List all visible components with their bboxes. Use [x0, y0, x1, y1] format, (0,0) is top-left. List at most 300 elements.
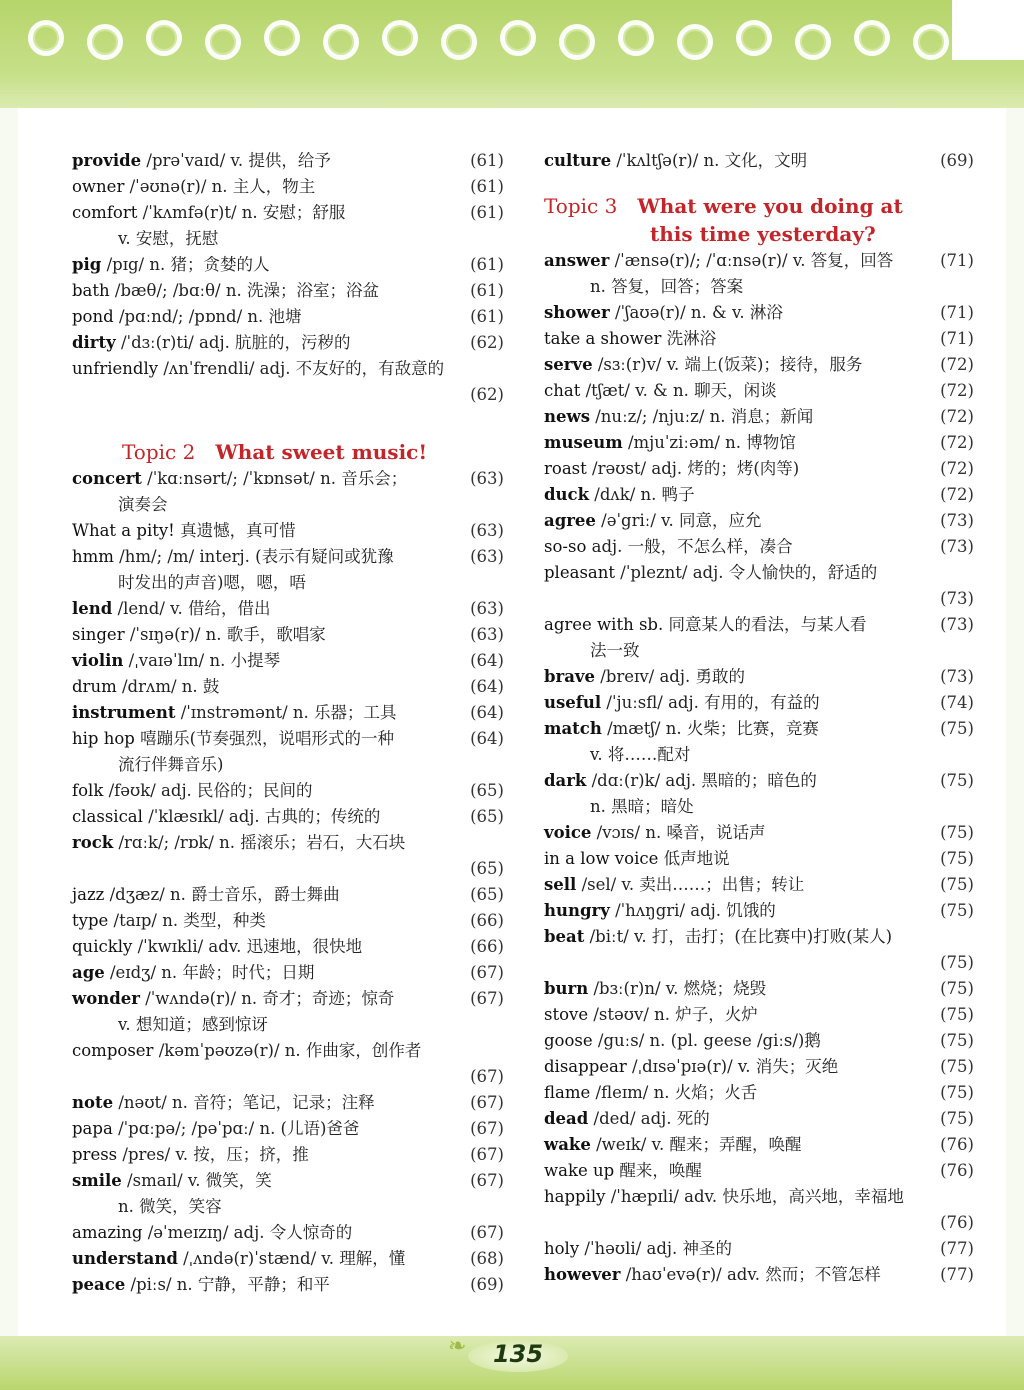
entry-word: sell [544, 875, 577, 894]
vocab-entry [544, 148, 974, 174]
entry-word: voice [544, 823, 592, 842]
vocab-entry [544, 690, 974, 716]
vocab-entry [72, 330, 504, 356]
entry-definition: /ˌvaɪəˈlɪn/ n. 小提琴 [128, 651, 281, 670]
entry-definition: /piːs/ n. 宁静，平静；和平 [130, 1275, 330, 1294]
ring-decoration [618, 20, 654, 56]
entry-word: hungry [544, 901, 610, 920]
entry-definition: /fleɪm/ n. 火焰；火舌 [595, 1083, 758, 1102]
ring-decoration [441, 24, 477, 60]
entry-page-ref: (67) [470, 1093, 504, 1112]
entry-definition: 洗淋浴 [666, 329, 717, 348]
entry-page-ref: (62) [470, 385, 504, 404]
top-decorative-band [0, 0, 1024, 108]
leaf-icon: ❧ [448, 1334, 467, 1359]
entry-definition: /bæθ/; /bɑːθ/ n. 洗澡；浴室；浴盆 [114, 281, 379, 300]
entry-definition: /pɪg/ n. 猪；贪婪的人 [106, 255, 270, 274]
ring-decoration [854, 20, 890, 56]
entry-definition: /ˈkɑːnsərt/; /ˈkɒnsət/ n. 音乐会； [147, 469, 408, 488]
ring-decoration [736, 20, 772, 56]
entry-word: violin [72, 651, 124, 670]
entry-word: burn [544, 979, 589, 998]
entry-definition: /ˈhʌŋgri/ adj. 饥饿的 [615, 901, 776, 920]
ring-decoration [795, 24, 831, 60]
entry-definition: 真遗憾，真可惜 [180, 521, 296, 540]
entry-word: note [72, 1093, 114, 1112]
entry-definition: /ˈəʊnə(r)/ n. 主人，物主 [129, 177, 316, 196]
entry-word: amazing [72, 1223, 143, 1242]
vocab-entry [72, 544, 504, 596]
entry-page-ref: (63) [470, 625, 504, 644]
entry-definition: /ˈkʌmfə(r)t/ n. 安慰；舒服 [142, 203, 346, 222]
vocab-entry [72, 148, 504, 174]
vocab-entry [544, 820, 974, 846]
entry-page-ref: (67) [470, 963, 504, 982]
entry-definition: /ˌdɪsəˈpɪə(r)/ v. 消失；灭绝 [632, 1057, 839, 1076]
vocab-entry [72, 622, 504, 648]
entry-page-ref: (76) [940, 1135, 974, 1154]
vocab-entry [72, 1272, 504, 1298]
vocab-entry [72, 674, 504, 700]
entry-page-ref: (76) [940, 1161, 974, 1180]
entry-page-ref: (73) [940, 589, 974, 608]
entry-definition: /fəʊk/ adj. 民俗的；民间的 [108, 781, 313, 800]
entry-definition: /weɪk/ v. 醒来；弄醒，唤醒 [596, 1135, 802, 1154]
entry-page-ref: (64) [470, 703, 504, 722]
vocab-entry [544, 534, 974, 560]
left-column [72, 148, 504, 1298]
entry-page-ref: (71) [940, 303, 974, 322]
entry-page-ref: (75) [940, 1005, 974, 1024]
entry-list-left-b [72, 466, 504, 1298]
vocab-entry [544, 300, 974, 326]
entry-definition: /ʌnˈfrendli/ adj. 不友好的，有敌意的 [163, 359, 445, 378]
vocab-entry [544, 248, 974, 300]
entry-word: smile [72, 1171, 122, 1190]
entry-page-ref: (64) [470, 677, 504, 696]
entry-page-ref: (72) [940, 433, 974, 452]
vocab-entry [544, 976, 974, 1002]
entry-definition: /nəʊt/ n. 音符；笔记，记录；注释 [118, 1093, 375, 1112]
vocab-entry [72, 596, 504, 622]
ring-decoration [323, 24, 359, 60]
entry-page-ref: (73) [940, 537, 974, 556]
entry-definition: /guːs/ n. (pl. geese /giːs/)鹅 [597, 1031, 821, 1050]
vocab-entry [544, 898, 974, 924]
entry-definition: /sɜː(r)v/ v. 端上(饭菜)；接待，服务 [597, 355, 863, 374]
entry-word: happily [544, 1187, 606, 1206]
entry-page-ref: (77) [940, 1239, 974, 1258]
topic-2-heading [72, 438, 504, 466]
page-number: 135 [492, 1340, 544, 1368]
entry-word: dead [544, 1109, 589, 1128]
entry-page-ref: (75) [940, 823, 974, 842]
entry-word: shower [544, 303, 610, 322]
entry-page-ref: (69) [470, 1275, 504, 1294]
entry-word: jazz [72, 885, 105, 904]
vocab-entry [544, 1054, 974, 1080]
entry-word: beat [544, 927, 585, 946]
vocab-entry [72, 1168, 504, 1220]
entry-definition: /dɑː(r)k/ adj. 黑暗的；暗色的 [591, 771, 817, 790]
entry-word: holy [544, 1239, 580, 1258]
vocab-entry [544, 612, 974, 664]
entry-continuation: 流行伴舞音乐) [118, 755, 224, 774]
ring-decoration [146, 20, 182, 56]
vocab-entry [72, 1246, 504, 1272]
entry-definition: /mætʃ/ n. 火柴；比赛，竞赛 [607, 719, 819, 738]
entry-page-ref: (76) [940, 1213, 974, 1232]
vocab-entry [72, 1038, 504, 1090]
entry-page-ref: (75) [940, 771, 974, 790]
vocab-entry [72, 908, 504, 934]
vocab-entry [544, 352, 974, 378]
entry-word: stove [544, 1005, 589, 1024]
entry-page-ref: (63) [470, 599, 504, 618]
entry-word: hmm [72, 547, 114, 566]
entry-page-ref: (72) [940, 381, 974, 400]
entry-word: concert [72, 469, 142, 488]
topic-label: Topic 2 [122, 440, 196, 464]
entry-page-ref: (72) [940, 459, 974, 478]
entry-page-ref: (73) [940, 615, 974, 634]
vocab-entry [544, 1236, 974, 1262]
entry-word: duck [544, 485, 590, 504]
entry-word: disappear [544, 1057, 627, 1076]
entry-definition: /biːt/ v. 打，击打；(在比赛中)打败(某人) [589, 927, 893, 946]
entry-word: drum [72, 677, 117, 696]
entry-continuation: n. 黑暗；暗处 [590, 797, 694, 816]
entry-page-ref: (63) [470, 547, 504, 566]
entry-definition: /hm/; /m/ interj. (表示有疑问或犹豫 [119, 547, 394, 566]
entry-definition: 低声地说 [663, 849, 730, 868]
vocab-entry [544, 508, 974, 534]
entry-continuation: v. 想知道；感到惊讶 [118, 1015, 268, 1034]
entry-word: papa [72, 1119, 113, 1138]
entry-word: unfriendly [72, 359, 159, 378]
entry-page-ref: (75) [940, 719, 974, 738]
entry-definition: /ˈkwɪkli/ adv. 迅速地，很快地 [137, 937, 363, 956]
vocab-entry [72, 726, 504, 778]
entry-definition: /pɑːnd/; /pɒnd/ n. 池塘 [118, 307, 302, 326]
entry-word: age [72, 963, 105, 982]
vocab-entry [72, 1142, 504, 1168]
entry-page-ref: (65) [470, 859, 504, 878]
entry-continuation: n. 答复，回答；答案 [590, 277, 744, 296]
entry-definition: /haʊˈevə(r)/ adv. 然而；不管怎样 [625, 1265, 881, 1284]
entry-word: culture [544, 151, 612, 170]
entry-definition: /ˈpleznt/ adj. 令人愉快的，舒适的 [620, 563, 878, 582]
vocab-entry [72, 1220, 504, 1246]
ring-decoration [264, 20, 300, 56]
entry-page-ref: (61) [470, 255, 504, 274]
entry-word: dirty [72, 333, 116, 352]
ring-decoration [28, 20, 64, 56]
ring-decoration [382, 20, 418, 56]
entry-word: wonder [72, 989, 140, 1008]
entry-word: agree with sb. [544, 615, 664, 634]
top-right-corner [952, 0, 1024, 60]
vocab-entry [544, 1184, 974, 1236]
entry-page-ref: (66) [470, 937, 504, 956]
vocab-entry [544, 768, 974, 820]
entry-page-ref: (74) [940, 693, 974, 712]
entry-list-left-a [72, 148, 504, 408]
vocab-entry [72, 648, 504, 674]
vocab-entry [72, 960, 504, 986]
vocab-entry [544, 1106, 974, 1132]
entry-definition: /taɪp/ n. 类型，种类 [113, 911, 266, 930]
entry-word: quickly [72, 937, 133, 956]
entry-word: comfort [72, 203, 138, 222]
vocab-entry [72, 1090, 504, 1116]
entry-definition: /ˈjuːsfl/ adj. 有用的，有益的 [606, 693, 820, 712]
entry-word: instrument [72, 703, 176, 722]
entry-page-ref: (68) [470, 1249, 504, 1268]
entry-page-ref: (73) [940, 667, 974, 686]
entry-definition: /bɜː(r)n/ v. 燃烧；烧毁 [593, 979, 767, 998]
entry-page-ref: (61) [470, 203, 504, 222]
vocab-entry [544, 1132, 974, 1158]
vocab-entry [544, 924, 974, 976]
ring-decoration [500, 20, 536, 56]
entry-page-ref: (67) [470, 1171, 504, 1190]
entry-page-ref: (67) [470, 1119, 504, 1138]
entry-page-ref: (75) [940, 1057, 974, 1076]
entry-word: brave [544, 667, 596, 686]
vocab-entry [72, 830, 504, 882]
vocab-entry [72, 278, 504, 304]
entry-word: pond [72, 307, 114, 326]
entry-page-ref: (63) [470, 521, 504, 540]
entry-word: flame [544, 1083, 591, 1102]
vocab-entry [72, 252, 504, 278]
entry-word: agree [544, 511, 596, 530]
entry-word: wake up [544, 1161, 615, 1180]
entry-page-ref: (64) [470, 729, 504, 748]
entry-page-ref: (61) [470, 151, 504, 170]
vocab-entry [72, 1116, 504, 1142]
entry-definition: /ˈpɑːpə/; /pəˈpɑː/ n. (儿语)爸爸 [118, 1119, 360, 1138]
entry-page-ref: (61) [470, 281, 504, 300]
entry-definition: /prəˈvaɪd/ v. 提供，给予 [146, 151, 331, 170]
vocab-entry [544, 560, 974, 612]
entry-definition: /pres/ v. 按，压；挤，推 [122, 1145, 309, 1164]
entry-page-ref: (62) [470, 333, 504, 352]
page-number-badge [448, 1330, 588, 1378]
entry-page-ref: (64) [470, 651, 504, 670]
entry-word: museum [544, 433, 623, 452]
vocab-entry [544, 326, 974, 352]
entry-definition: /ˈhəʊli/ adj. 神圣的 [584, 1239, 733, 1258]
entry-definition: /smaɪl/ v. 微笑，笑 [127, 1171, 272, 1190]
vocab-entry [544, 872, 974, 898]
entry-word: rock [72, 833, 114, 852]
entry-page-ref: (71) [940, 251, 974, 270]
vocab-entry [544, 664, 974, 690]
entry-word: singer [72, 625, 125, 644]
entry-definition: /eɪdʒ/ n. 年龄；时代；日期 [109, 963, 315, 982]
entry-definition: /əˈmeɪzɪŋ/ adj. 令人惊奇的 [147, 1223, 353, 1242]
entry-definition: /ˈhæpɪli/ adv. 快乐地，高兴地，幸福地 [610, 1187, 904, 1206]
entry-word: dark [544, 771, 587, 790]
entry-definition: /tʃæt/ v. & n. 聊天，闲谈 [585, 381, 777, 400]
entry-page-ref: (72) [940, 407, 974, 426]
entry-definition: /stəʊv/ n. 炉子，火炉 [593, 1005, 758, 1024]
entry-word: folk [72, 781, 104, 800]
ring-decoration [913, 24, 949, 60]
entry-definition: /vɔɪs/ n. 嗓音，说话声 [596, 823, 766, 842]
entry-word: owner [72, 177, 125, 196]
entry-page-ref: (75) [940, 849, 974, 868]
entry-definition: /rɑːk/; /rɒk/ n. 摇滚乐；岩石，大石块 [118, 833, 406, 852]
ring-decoration [559, 24, 595, 60]
entry-page-ref: (75) [940, 1083, 974, 1102]
entry-word: provide [72, 151, 142, 170]
entry-page-ref: (61) [470, 307, 504, 326]
entry-page-ref: (67) [470, 989, 504, 1008]
vocab-entry [544, 1028, 974, 1054]
topic-title-line2: this time yesterday? [650, 222, 876, 246]
entry-definition: /ˌʌndə(r)ˈstænd/ v. 理解，懂 [183, 1249, 406, 1268]
entry-definition: /lend/ v. 借给，借出 [117, 599, 271, 618]
entry-definition: /ˈkʌltʃə(r)/ n. 文化，文明 [616, 151, 808, 170]
vocab-entry [544, 456, 974, 482]
vocab-entry [72, 804, 504, 830]
entry-page-ref: (65) [470, 807, 504, 826]
vocab-entry [72, 882, 504, 908]
vocab-entry [544, 430, 974, 456]
entry-list-right-a [544, 148, 974, 174]
ring-decoration [677, 24, 713, 60]
entry-definition: /mjuˈziːəm/ n. 博物馆 [627, 433, 796, 452]
entry-word: hip hop [72, 729, 135, 748]
entry-word: news [544, 407, 590, 426]
entry-page-ref: (72) [940, 485, 974, 504]
entry-definition: /ˈwʌndə(r)/ n. 奇才；奇迹；惊奇 [145, 989, 395, 1008]
entry-definition: /ˈænsə(r)/; /ˈɑːnsə(r)/ v. 答复，回答 [614, 251, 894, 270]
vocab-entry [544, 482, 974, 508]
entry-word: What a pity! [72, 521, 175, 540]
vocab-entry [72, 200, 504, 252]
entry-word: roast [544, 459, 587, 478]
vocab-entry [72, 700, 504, 726]
entry-page-ref: (75) [940, 979, 974, 998]
entry-definition: /sel/ v. 卖出……；出售；转让 [581, 875, 805, 894]
vocab-entry [72, 466, 504, 518]
entry-word: pig [72, 255, 102, 274]
entry-word: serve [544, 355, 593, 374]
vocab-entry [72, 518, 504, 544]
entry-page-ref: (77) [940, 1265, 974, 1284]
entry-word: press [72, 1145, 118, 1164]
topic-title: What were you doing at [637, 194, 903, 218]
vocab-entry [544, 846, 974, 872]
entry-definition: /kəmˈpəʊzə(r)/ n. 作曲家，创作者 [158, 1041, 422, 1060]
vocab-entry [544, 404, 974, 430]
vocab-entry [72, 356, 504, 408]
entry-word: wake [544, 1135, 591, 1154]
decorative-rings [6, 14, 946, 62]
entry-definition: /rəʊst/ adj. 烤的；烤(肉等) [592, 459, 800, 478]
entry-definition: /ˈɪnstrəmənt/ n. 乐器；工具 [180, 703, 397, 722]
entry-definition: adj. 一般，不怎么样，凑合 [591, 537, 793, 556]
entry-definition: /nuːz/; /njuːz/ n. 消息；新闻 [595, 407, 814, 426]
entry-list-right-b [544, 248, 974, 1288]
entry-definition: /ded/ adj. 死的 [593, 1109, 710, 1128]
entry-word: bath [72, 281, 110, 300]
topic-title: What sweet music! [215, 440, 428, 464]
topic-3-heading [544, 192, 974, 248]
entry-word: type [72, 911, 109, 930]
entry-definition: /ˈdɜː(r)ti/ adj. 肮脏的，污秽的 [120, 333, 351, 352]
entry-page-ref: (66) [470, 911, 504, 930]
entry-word: goose [544, 1031, 593, 1050]
entry-word: take a shower [544, 329, 662, 348]
entry-definition: /dʌk/ n. 鸭子 [594, 485, 695, 504]
entry-word: lend [72, 599, 113, 618]
entry-definition: /ˈsɪŋə(r)/ n. 歌手，歌唱家 [129, 625, 326, 644]
entry-word: in a low voice [544, 849, 659, 868]
entry-continuation: n. 微笑，笑容 [118, 1197, 222, 1216]
entry-definition: 嘻蹦乐(节奏强烈，说唱形式的一种 [140, 729, 395, 748]
entry-page-ref: (75) [940, 901, 974, 920]
entry-continuation: v. 将……配对 [590, 745, 691, 764]
vocab-entry [544, 716, 974, 768]
topic-label: Topic 3 [544, 194, 618, 218]
vocab-entry [544, 1262, 974, 1288]
vocab-entry [544, 1158, 974, 1184]
entry-definition: /ˈʃaʊə(r)/ n. & v. 淋浴 [614, 303, 783, 322]
entry-page-ref: (75) [940, 1031, 974, 1050]
vocab-entry [544, 378, 974, 404]
entry-word: peace [72, 1275, 126, 1294]
entry-word: answer [544, 251, 610, 270]
entry-page-ref: (63) [470, 469, 504, 488]
entry-page-ref: (67) [470, 1067, 504, 1086]
entry-page-ref: (73) [940, 511, 974, 530]
entry-page-ref: (67) [470, 1223, 504, 1242]
entry-page-ref: (65) [470, 885, 504, 904]
entry-continuation: v. 安慰，抚慰 [118, 229, 219, 248]
entry-page-ref: (72) [940, 355, 974, 374]
entry-definition: 同意某人的看法，与某人看 [668, 615, 867, 634]
entry-page-ref: (75) [940, 1109, 974, 1128]
entry-page-ref: (69) [940, 151, 974, 170]
vocab-entry [544, 1002, 974, 1028]
entry-page-ref: (71) [940, 329, 974, 348]
entry-page-ref: (75) [940, 953, 974, 972]
right-column [544, 148, 974, 1288]
entry-word: composer [72, 1041, 154, 1060]
vocab-entry [72, 778, 504, 804]
entry-continuation: 时发出的声音)嗯，嗯，唔 [118, 573, 306, 592]
ring-decoration [87, 24, 123, 60]
entry-page-ref: (61) [470, 177, 504, 196]
entry-page-ref: (67) [470, 1145, 504, 1164]
entry-definition: 醒来，唤醒 [619, 1161, 702, 1180]
entry-page-ref: (75) [940, 875, 974, 894]
entry-word: understand [72, 1249, 178, 1268]
entry-definition: /breɪv/ adj. 勇敢的 [600, 667, 745, 686]
entry-word: however [544, 1265, 621, 1284]
vocab-entry [72, 174, 504, 200]
entry-word: chat [544, 381, 581, 400]
entry-definition: /ˈklæsɪkl/ adj. 古典的；传统的 [148, 807, 381, 826]
vocab-entry [72, 986, 504, 1038]
entry-definition: /drʌm/ n. 鼓 [121, 677, 220, 696]
entry-word: useful [544, 693, 602, 712]
